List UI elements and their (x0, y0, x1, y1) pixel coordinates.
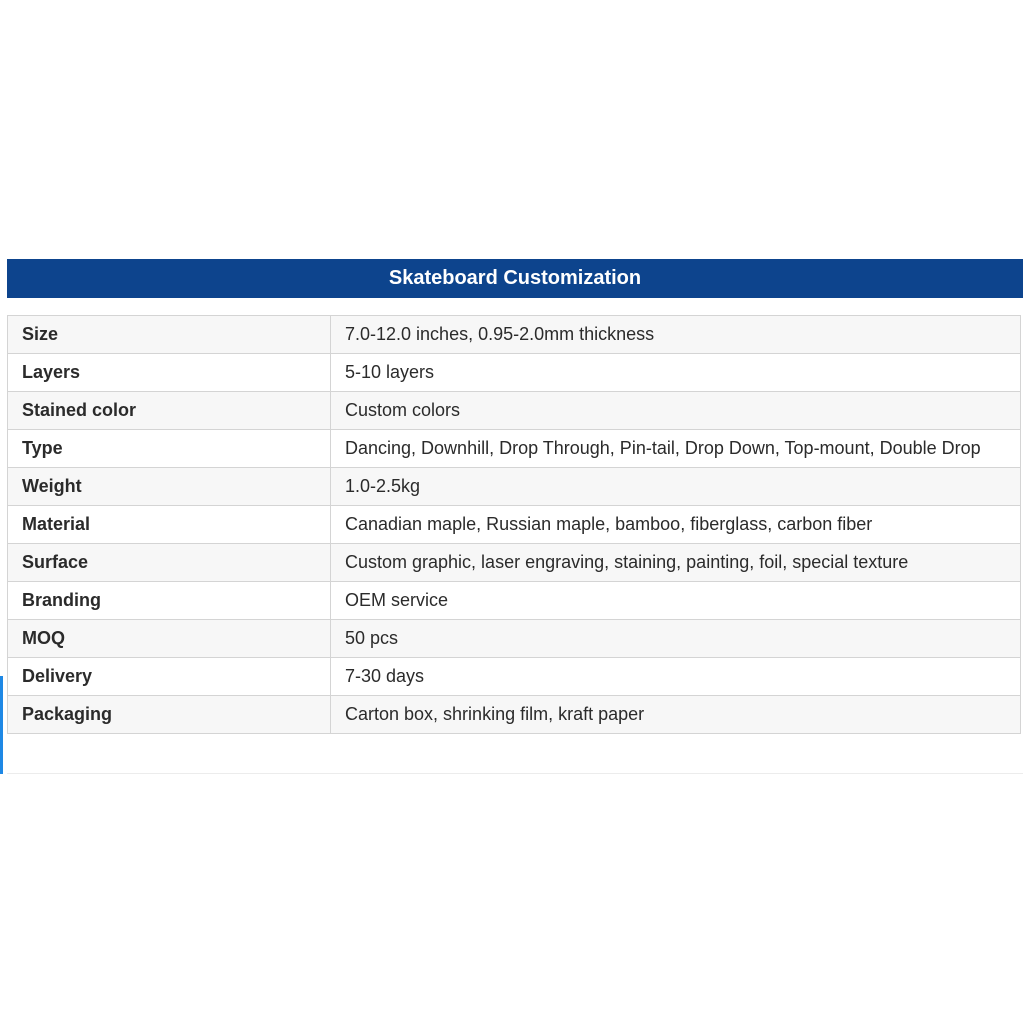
row-label: Branding (8, 582, 331, 620)
spec-table (7, 315, 1021, 734)
spec-block (7, 259, 1023, 734)
row-label: Stained color (8, 392, 331, 430)
table-row (8, 620, 1021, 658)
row-value: Custom graphic, laser engraving, staining, painting, foil, special texture (331, 544, 1021, 582)
table-row (8, 544, 1021, 582)
table-row (8, 354, 1021, 392)
table-row (8, 430, 1021, 468)
table-row (8, 658, 1021, 696)
row-value: Dancing, Downhill, Drop Through, Pin-tail, Drop Down, Top-mount, Double Drop (331, 430, 1021, 468)
row-label: Packaging (8, 696, 331, 734)
row-value: Custom colors (331, 392, 1021, 430)
row-value: OEM service (331, 582, 1021, 620)
bottom-divider (7, 773, 1023, 774)
table-row (8, 392, 1021, 430)
row-value: Canadian maple, Russian maple, bamboo, fiberglass, carbon fiber (331, 506, 1021, 544)
row-value: Carton box, shrinking film, kraft paper (331, 696, 1021, 734)
row-value: 5-10 layers (331, 354, 1021, 392)
row-label: Delivery (8, 658, 331, 696)
row-value: 7.0-12.0 inches, 0.95-2.0mm thickness (331, 316, 1021, 354)
table-row (8, 582, 1021, 620)
row-label: Layers (8, 354, 331, 392)
page-title: Skateboard Customization (388, 267, 642, 289)
row-label: Size (8, 316, 331, 354)
table-row (8, 316, 1021, 354)
row-label: Material (8, 506, 331, 544)
row-label: Weight (8, 468, 331, 506)
row-value: 50 pcs (331, 620, 1021, 658)
row-label: MOQ (8, 620, 331, 658)
row-label: Surface (8, 544, 331, 582)
left-accent-bar (0, 676, 3, 774)
table-row (8, 506, 1021, 544)
row-value: 1.0-2.5kg (331, 468, 1021, 506)
title-bar (7, 259, 1023, 298)
table-row (8, 468, 1021, 506)
row-label: Type (8, 430, 331, 468)
row-value: 7-30 days (331, 658, 1021, 696)
table-row (8, 696, 1021, 734)
